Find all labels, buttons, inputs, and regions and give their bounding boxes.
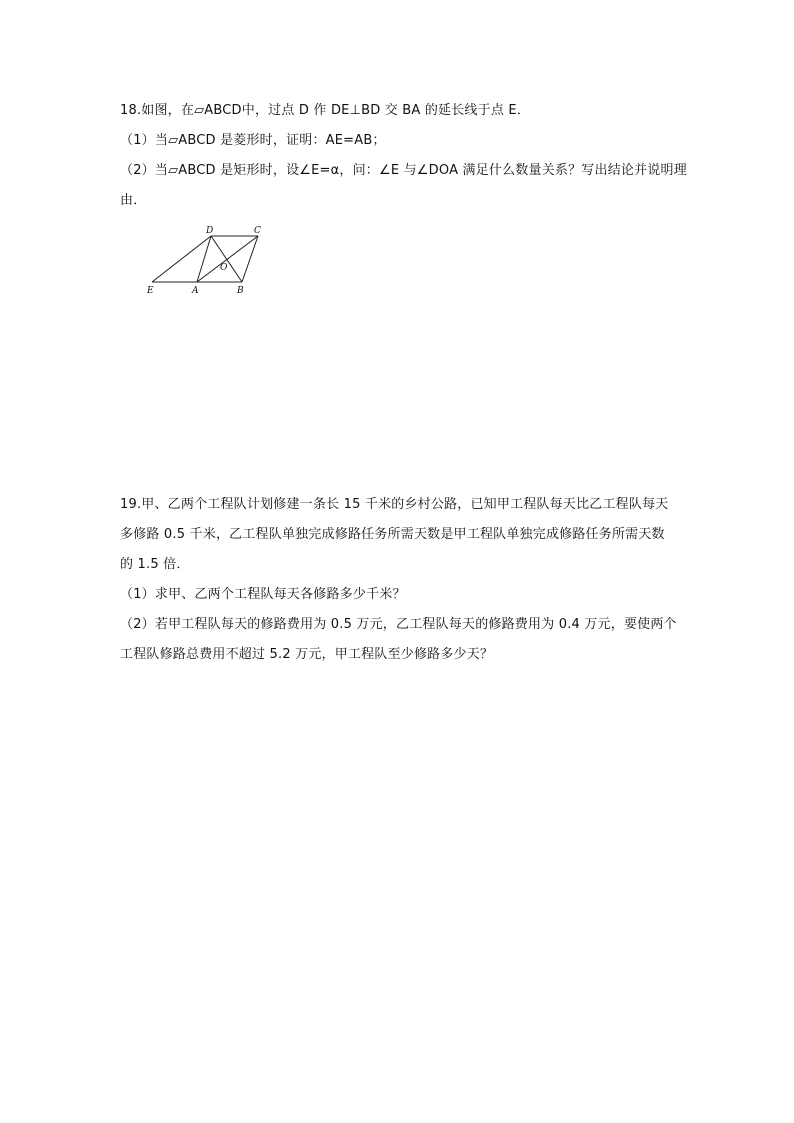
label-C: C: [254, 226, 261, 236]
q19-part2-line1: （2）若甲工程队每天的修路费用为 0.5 万元，乙工程队每天的修路费用为 0.4 万元，要使两个: [120, 617, 677, 632]
question-19: [120, 490, 700, 670]
q19-part1: （1）求甲、乙两个工程队每天各修路多少千米？: [120, 587, 406, 602]
q18-part1: （1）当▱ABCD 是菱形时，证明：AE=AB；: [120, 133, 386, 148]
label-A: A: [192, 286, 199, 296]
q19-part2-line2: 工程队修路总费用不超过 5.2 万元，甲工程队至少修路多少天？: [120, 647, 494, 662]
q19-stem-line2: 多修路 0.5 千米，乙工程队单独完成修路任务所需天数是甲工程队单独完成修路任务所需天数: [120, 527, 665, 542]
parallelogram-figure: [140, 222, 270, 300]
q19-stem-line3: 的 1.5 倍．: [120, 557, 190, 572]
segment-AC: [197, 236, 258, 282]
question-18: [120, 96, 700, 216]
segment-ED: [152, 236, 211, 282]
q18-part2-line2: 由．: [120, 193, 147, 208]
segment-DA: [197, 236, 211, 282]
label-D: D: [206, 226, 214, 236]
label-O: O: [220, 263, 228, 273]
q18-stem: 18.如图，在▱ABCD中，过点 D 作 DE⊥BD 交 BA 的延长线于点 E．: [120, 103, 530, 118]
q18-part2-line1: （2）当▱ABCD 是矩形时，设∠E=α，问：∠E 与∠DOA 满足什么数量关系？写出结论并说明理: [120, 163, 687, 178]
q19-stem-line1: 19.甲、乙两个工程队计划修建一条长 15 千米的乡村公路，已知甲工程队每天比乙工程队每天: [120, 497, 669, 512]
segment-DB: [211, 236, 242, 282]
label-B: B: [237, 286, 244, 296]
label-E: E: [147, 286, 154, 296]
segment-CB: [242, 236, 258, 282]
